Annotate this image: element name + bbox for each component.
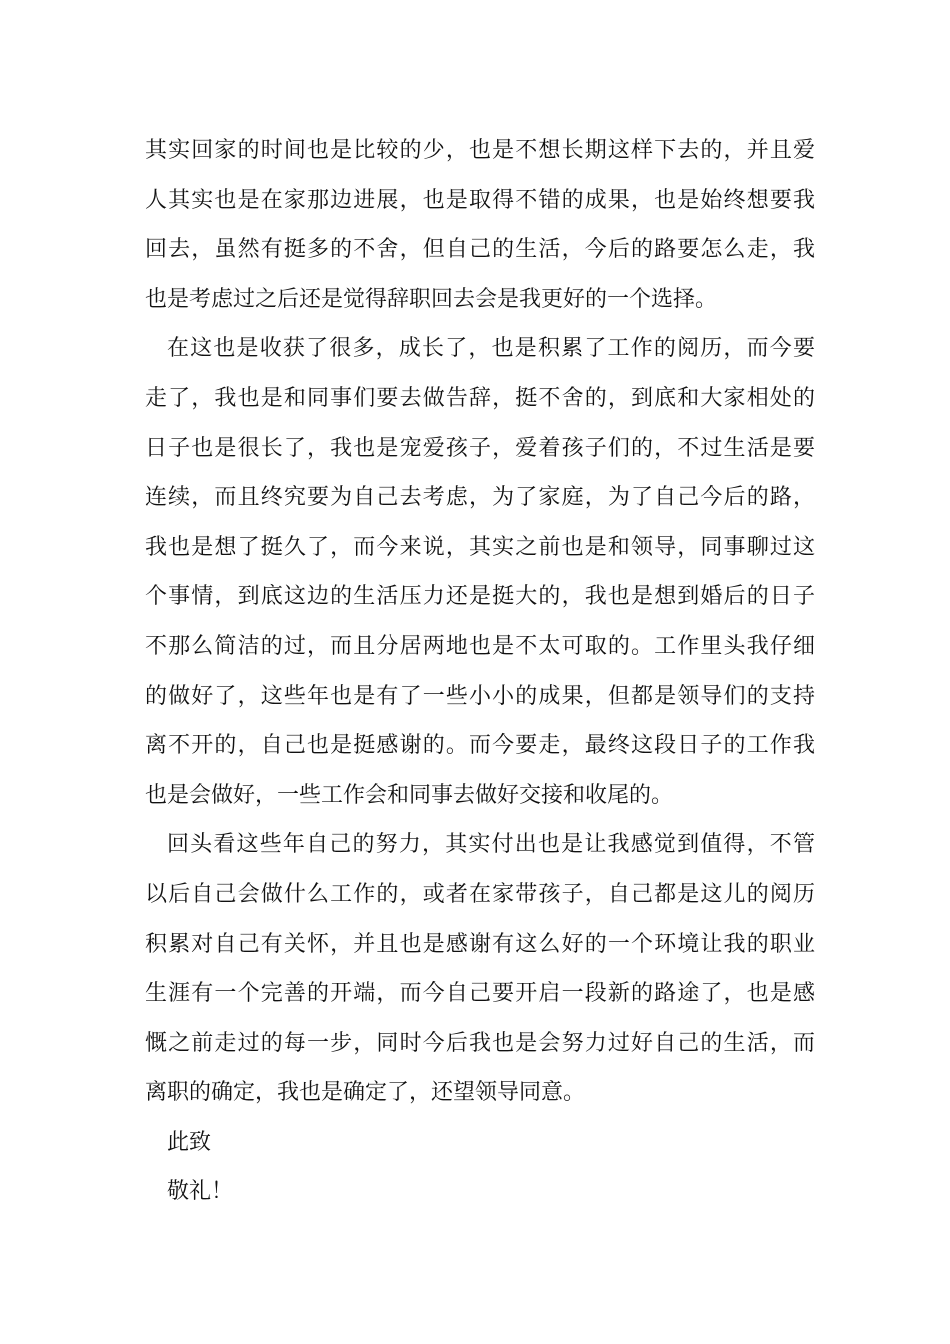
text-line: 回头看这些年自己的努力，其实付出也是让我感觉到值得，不管 xyxy=(167,832,815,858)
text-line: 的做好了，这些年也是有了一些小小的成果，但都是领导们的支持 xyxy=(145,683,815,709)
text-line: 人其实也是在家那边进展，也是取得不错的成果，也是始终想要我 xyxy=(145,187,815,213)
text-line: 以后自己会做什么工作的，或者在家带孩子，自己都是这儿的阅历 xyxy=(145,881,815,907)
text-line: 慨之前走过的每一步，同时今后我也是会努力过好自己的生活，而 xyxy=(145,1030,815,1056)
paragraph-1 xyxy=(145,126,815,324)
text-line: 连续，而且终究要为自己去考虑，为了家庭，为了自己今后的路， xyxy=(145,485,815,511)
text-line: 回去，虽然有挺多的不舍，但自己的生活，今后的路要怎么走，我 xyxy=(145,237,815,263)
text-line: 也是会做好，一些工作会和同事去做好交接和收尾的。 xyxy=(145,782,674,808)
text-line: 其实回家的时间也是比较的少，也是不想长期这样下去的，并且爱 xyxy=(145,138,815,163)
text-line: 日子也是很长了，我也是宠爱孩子，爱着孩子们的，不过生活是要 xyxy=(145,435,815,461)
text-line: 离职的确定，我也是确定了，还望领导同意。 xyxy=(145,1080,586,1106)
paragraph-2 xyxy=(145,324,815,820)
text-line: 我也是想了挺久了，而今来说，其实之前也是和领导，同事聊过这 xyxy=(145,534,815,560)
text-line: 在这也是收获了很多，成长了，也是积累了工作的阅历，而今要 xyxy=(167,336,815,362)
paragraph-3 xyxy=(145,820,815,1118)
letter-body xyxy=(145,126,815,1217)
text-line: 生涯有一个完善的开端，而今自己要开启一段新的路途了，也是感 xyxy=(145,981,815,1007)
text-line: 也是考虑过之后还是觉得辞职回去会是我更好的一个选择。 xyxy=(145,286,718,312)
salutation-text: 敬礼！ xyxy=(167,1179,234,1205)
text-line: 走了，我也是和同事们要去做告辞，挺不舍的，到底和大家相处的 xyxy=(145,385,815,411)
text-line: 个事情，到底这边的生活压力还是挺大的，我也是想到婚后的日子 xyxy=(145,584,815,610)
text-line: 积累对自己有关怀，并且也是感谢有这么好的一个环境让我的职业 xyxy=(145,931,815,957)
text-line: 不那么简洁的过，而且分居两地也是不太可取的。工作里头我仔细 xyxy=(145,633,815,659)
text-line: 离不开的，自己也是挺感谢的。而今要走，最终这段日子的工作我 xyxy=(145,733,815,759)
closing-text: 此致 xyxy=(167,1129,212,1155)
